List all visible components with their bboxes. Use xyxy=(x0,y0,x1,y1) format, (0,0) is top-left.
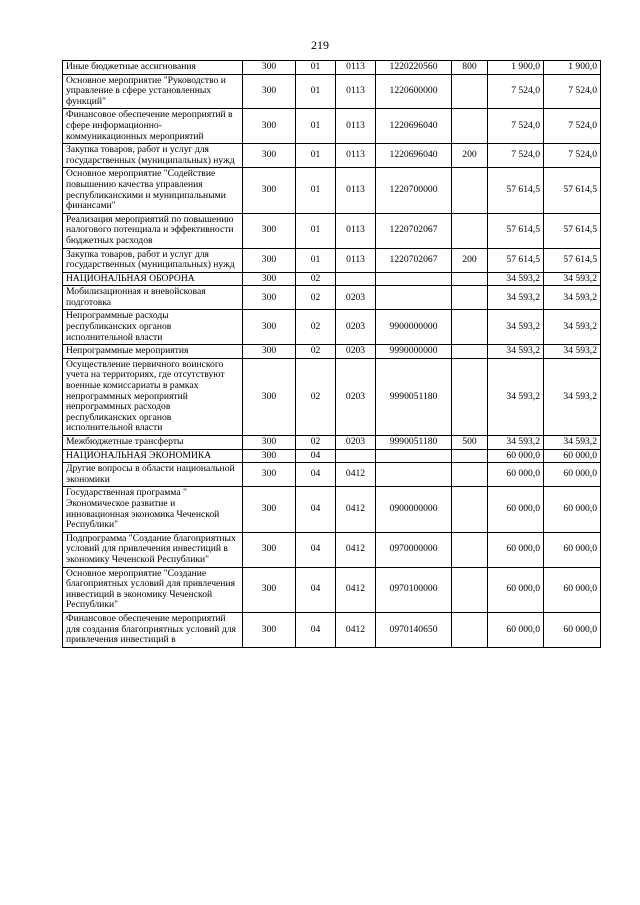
row-vr-code xyxy=(452,74,488,109)
table-row xyxy=(63,449,601,463)
row-pr-code: 0203 xyxy=(336,310,376,345)
row-gr-code: 300 xyxy=(243,286,296,310)
row-pr-code: 0203 xyxy=(336,358,376,435)
row-name: Финансовое обеспечение мероприятий в сфере информационно-коммуникационных мероприятий xyxy=(63,109,243,144)
table-row xyxy=(63,463,601,487)
row-vr-code xyxy=(452,109,488,144)
row-amount-1: 34 593,2 xyxy=(488,310,544,345)
row-name: Подпрограмма "Создание благоприятных условий для привлечения инвестиций в экономику Чеченской Республики" xyxy=(63,532,243,567)
row-csr-code: 1220696040 xyxy=(376,144,452,168)
row-gr-code: 300 xyxy=(243,487,296,532)
row-name: Основное мероприятие "Содействие повышению качества управления республиканскими и муниципальными финансами" xyxy=(63,168,243,213)
row-csr-code xyxy=(376,272,452,286)
row-amount-2: 34 593,2 xyxy=(544,272,601,286)
row-name: Мобилизационная и вневойсковая подготовка xyxy=(63,286,243,310)
budget-table xyxy=(62,60,601,648)
row-csr-code: 9900000000 xyxy=(376,310,452,345)
row-pr-code: 0412 xyxy=(336,487,376,532)
row-vr-code xyxy=(452,272,488,286)
row-vr-code xyxy=(452,612,488,647)
row-csr-code: 1220696040 xyxy=(376,109,452,144)
row-pr-code: 0203 xyxy=(336,286,376,310)
table-row xyxy=(63,272,601,286)
row-amount-2: 7 524,0 xyxy=(544,74,601,109)
row-vr-code: 200 xyxy=(452,248,488,272)
row-csr-code: 9990051180 xyxy=(376,436,452,450)
row-csr-code: 0900000000 xyxy=(376,487,452,532)
row-amount-2: 60 000,0 xyxy=(544,449,601,463)
row-rz-code: 04 xyxy=(296,532,336,567)
row-rz-code: 02 xyxy=(296,272,336,286)
row-rz-code: 01 xyxy=(296,144,336,168)
row-rz-code: 04 xyxy=(296,487,336,532)
row-vr-code xyxy=(452,487,488,532)
row-pr-code: 0412 xyxy=(336,612,376,647)
row-vr-code xyxy=(452,449,488,463)
row-pr-code: 0203 xyxy=(336,345,376,359)
row-amount-2: 7 524,0 xyxy=(544,144,601,168)
table-row xyxy=(63,487,601,532)
table-row xyxy=(63,436,601,450)
row-pr-code: 0113 xyxy=(336,144,376,168)
row-amount-1: 60 000,0 xyxy=(488,449,544,463)
row-amount-1: 57 614,5 xyxy=(488,213,544,248)
row-amount-1: 60 000,0 xyxy=(488,532,544,567)
table-row xyxy=(63,168,601,213)
row-amount-1: 34 593,2 xyxy=(488,345,544,359)
row-rz-code: 01 xyxy=(296,74,336,109)
row-amount-1: 60 000,0 xyxy=(488,612,544,647)
table-row xyxy=(63,74,601,109)
row-amount-1: 1 900,0 xyxy=(488,61,544,75)
row-amount-2: 34 593,2 xyxy=(544,286,601,310)
row-csr-code xyxy=(376,286,452,310)
table-row xyxy=(63,61,601,75)
row-amount-2: 7 524,0 xyxy=(544,109,601,144)
row-amount-1: 7 524,0 xyxy=(488,109,544,144)
row-name: Основное мероприятие "Руководство и управление в сфере установленных функций" xyxy=(63,74,243,109)
table-row xyxy=(63,213,601,248)
row-name: Государственная программа " Экономическое развитие и инновационная экономика Чеченской Республики" xyxy=(63,487,243,532)
row-csr-code: 1220600000 xyxy=(376,74,452,109)
row-amount-2: 1 900,0 xyxy=(544,61,601,75)
table-row xyxy=(63,310,601,345)
row-pr-code xyxy=(336,449,376,463)
row-amount-1: 7 524,0 xyxy=(488,144,544,168)
row-pr-code: 0412 xyxy=(336,463,376,487)
row-amount-2: 60 000,0 xyxy=(544,567,601,612)
row-gr-code: 300 xyxy=(243,436,296,450)
row-rz-code: 02 xyxy=(296,436,336,450)
row-rz-code: 04 xyxy=(296,449,336,463)
row-csr-code: 0970100000 xyxy=(376,567,452,612)
row-name: Иные бюджетные ассигнования xyxy=(63,61,243,75)
row-gr-code: 300 xyxy=(243,168,296,213)
row-pr-code: 0203 xyxy=(336,436,376,450)
table-row xyxy=(63,612,601,647)
row-vr-code xyxy=(452,310,488,345)
row-vr-code xyxy=(452,286,488,310)
row-pr-code: 0113 xyxy=(336,74,376,109)
row-amount-2: 34 593,2 xyxy=(544,436,601,450)
row-gr-code: 300 xyxy=(243,358,296,435)
row-pr-code: 0412 xyxy=(336,567,376,612)
row-gr-code: 300 xyxy=(243,612,296,647)
row-rz-code: 01 xyxy=(296,61,336,75)
row-amount-1: 34 593,2 xyxy=(488,436,544,450)
row-vr-code xyxy=(452,358,488,435)
row-amount-1: 60 000,0 xyxy=(488,567,544,612)
row-amount-2: 60 000,0 xyxy=(544,612,601,647)
row-csr-code: 1220700000 xyxy=(376,168,452,213)
row-amount-1: 34 593,2 xyxy=(488,272,544,286)
table-body xyxy=(63,61,601,648)
row-name: Непрограммные мероприятия xyxy=(63,345,243,359)
row-vr-code xyxy=(452,567,488,612)
row-name: Межбюджетные трансферты xyxy=(63,436,243,450)
row-amount-1: 34 593,2 xyxy=(488,286,544,310)
row-pr-code: 0113 xyxy=(336,248,376,272)
row-gr-code: 300 xyxy=(243,272,296,286)
table-row xyxy=(63,248,601,272)
row-gr-code: 300 xyxy=(243,144,296,168)
row-gr-code: 300 xyxy=(243,567,296,612)
row-rz-code: 02 xyxy=(296,310,336,345)
table-row xyxy=(63,109,601,144)
row-vr-code xyxy=(452,532,488,567)
row-gr-code: 300 xyxy=(243,109,296,144)
row-name: Закупка товаров, работ и услуг для государственных (муниципальных) нужд xyxy=(63,144,243,168)
row-csr-code: 9990051180 xyxy=(376,358,452,435)
row-gr-code: 300 xyxy=(243,449,296,463)
row-csr-code xyxy=(376,463,452,487)
row-gr-code: 300 xyxy=(243,463,296,487)
row-gr-code: 300 xyxy=(243,213,296,248)
row-amount-2: 60 000,0 xyxy=(544,487,601,532)
row-vr-code: 200 xyxy=(452,144,488,168)
row-amount-2: 34 593,2 xyxy=(544,358,601,435)
row-gr-code: 300 xyxy=(243,345,296,359)
row-amount-1: 60 000,0 xyxy=(488,463,544,487)
row-csr-code: 1220702067 xyxy=(376,248,452,272)
row-rz-code: 01 xyxy=(296,109,336,144)
row-rz-code: 04 xyxy=(296,567,336,612)
table-row xyxy=(63,532,601,567)
row-csr-code xyxy=(376,449,452,463)
page-number: 219 xyxy=(311,38,329,52)
row-pr-code: 0113 xyxy=(336,109,376,144)
row-rz-code: 02 xyxy=(296,358,336,435)
row-name: Другие вопросы в области национальной экономики xyxy=(63,463,243,487)
row-rz-code: 01 xyxy=(296,213,336,248)
row-gr-code: 300 xyxy=(243,74,296,109)
table-row xyxy=(63,345,601,359)
row-name: Закупка товаров, работ и услуг для государственных (муниципальных) нужд xyxy=(63,248,243,272)
table-row xyxy=(63,144,601,168)
row-csr-code: 9990000000 xyxy=(376,345,452,359)
row-rz-code: 04 xyxy=(296,612,336,647)
row-amount-2: 34 593,2 xyxy=(544,345,601,359)
row-vr-code xyxy=(452,345,488,359)
row-rz-code: 02 xyxy=(296,286,336,310)
row-name: Финансовое обеспечение мероприятий для создания благоприятных условий для привлечения инвестиций в xyxy=(63,612,243,647)
row-amount-1: 60 000,0 xyxy=(488,487,544,532)
row-amount-2: 57 614,5 xyxy=(544,168,601,213)
row-amount-2: 57 614,5 xyxy=(544,213,601,248)
row-csr-code: 1220702067 xyxy=(376,213,452,248)
row-gr-code: 300 xyxy=(243,532,296,567)
row-csr-code: 1220220560 xyxy=(376,61,452,75)
row-gr-code: 300 xyxy=(243,61,296,75)
row-amount-1: 7 524,0 xyxy=(488,74,544,109)
row-name: Основное мероприятие "Создание благоприятных условий для привлечения инвестиций в экономику Чеченской Республики" xyxy=(63,567,243,612)
table-row xyxy=(63,286,601,310)
row-gr-code: 300 xyxy=(243,310,296,345)
row-vr-code xyxy=(452,463,488,487)
row-amount-2: 34 593,2 xyxy=(544,310,601,345)
row-rz-code: 04 xyxy=(296,463,336,487)
row-csr-code: 0970000000 xyxy=(376,532,452,567)
row-name: Непрограммные расходы республиканских органов исполнительной власти xyxy=(63,310,243,345)
row-name: Осуществление первичного воинского учета на территориях, где отсутствуют военные комиссариаты в рамках непрограммных мероприятий непрограммных расходов республиканских органов исполнительной власти xyxy=(63,358,243,435)
row-amount-2: 60 000,0 xyxy=(544,463,601,487)
row-rz-code: 01 xyxy=(296,168,336,213)
row-pr-code: 0113 xyxy=(336,168,376,213)
row-amount-2: 60 000,0 xyxy=(544,532,601,567)
row-pr-code xyxy=(336,272,376,286)
row-rz-code: 02 xyxy=(296,345,336,359)
row-amount-1: 57 614,5 xyxy=(488,248,544,272)
row-vr-code: 500 xyxy=(452,436,488,450)
row-gr-code: 300 xyxy=(243,248,296,272)
row-vr-code xyxy=(452,168,488,213)
table-row xyxy=(63,358,601,435)
row-vr-code: 800 xyxy=(452,61,488,75)
row-name: Реализация мероприятий по повышению налогового потенциала и эффективности бюджетных расходов xyxy=(63,213,243,248)
row-amount-2: 57 614,5 xyxy=(544,248,601,272)
row-name: НАЦИОНАЛЬНАЯ ОБОРОНА xyxy=(63,272,243,286)
row-name: НАЦИОНАЛЬНАЯ ЭКОНОМИКА xyxy=(63,449,243,463)
row-vr-code xyxy=(452,213,488,248)
row-rz-code: 01 xyxy=(296,248,336,272)
row-pr-code: 0113 xyxy=(336,213,376,248)
row-pr-code: 0113 xyxy=(336,61,376,75)
row-pr-code: 0412 xyxy=(336,532,376,567)
row-amount-1: 57 614,5 xyxy=(488,168,544,213)
row-amount-1: 34 593,2 xyxy=(488,358,544,435)
row-csr-code: 0970140650 xyxy=(376,612,452,647)
table-row xyxy=(63,567,601,612)
